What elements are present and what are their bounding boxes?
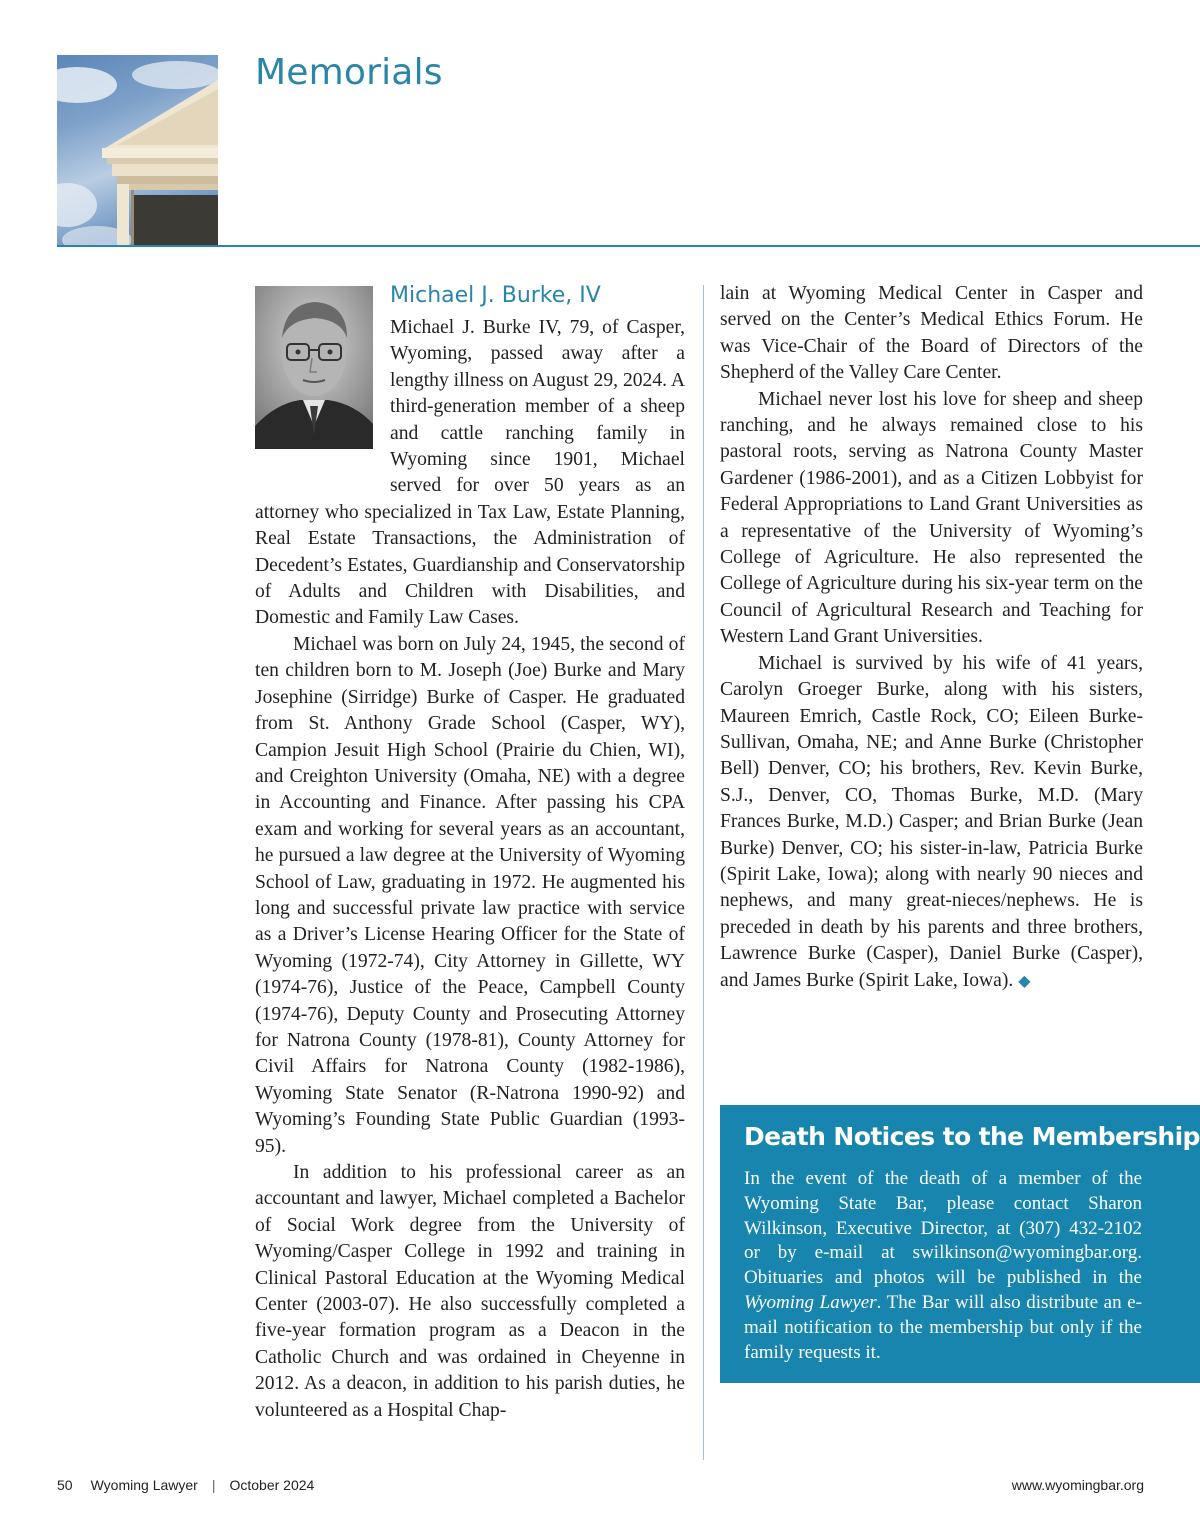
memorial-paragraph: Michael was born on July 24, 1945, the second of ten children born to M. Joseph (Joe) Burke and Mary Josephine (Sirridge) Burke of Casper. He graduated from St. Anthony Grade School (Casper, WY), Campion Jesuit High School (Prairie du Chien, WI), and Creighton University (Omaha, NE) with a degree in Accounting and Finance. After passing his CPA exam and working for several years as an accountant, he pursued a law degree at the University of Wyoming School of Law, graduating in 1972. He augmented his long and successful private law practice with service as a Driver’s License Hearing Officer for the State of Wyoming (1972-74), City Attorney in Gillette, WY (1974-76), Justice of the Peace, Campbell County (1974-76), Deputy County and Prosecuting Attorney for Natrona County (1978-81), County Attorney for Civil Affairs for Natrona County (1982-1986), Wyoming State Senator (R-Natrona 1990-92) and Wyoming’s Founding State Public Guardian (1993-95). (255, 633, 685, 1157)
footer-issue: October 2024 (229, 1477, 315, 1493)
footer-left (57, 1477, 314, 1493)
header-banner-image (57, 55, 218, 247)
notice-body (744, 1167, 1142, 1365)
memorial-name: Michael J. Burke, IV (390, 283, 601, 308)
memorial-left-column (255, 281, 685, 1424)
notice-publication-name: Wyoming Lawyer (744, 1291, 877, 1313)
footer-website: www.wyomingbar.org (1011, 1477, 1144, 1493)
page-number: 50 (57, 1477, 73, 1493)
header-rule (57, 245, 1200, 247)
memorial-paragraph: Michael J. Burke IV, 79, of Casper, Wyoming, passed away after a lengthy illness on August 29, 2024. A third-generation member of a sheep and cattle ranching family in Wyoming since 1901, Michael served for over 50 years as an attorney who specialized in Tax Law, Estate Planning, Real Estate Transactions, the Administration of Decedent’s Estates, Guardianship and Conservatorship of Adults and Children with Disabilities, and Domestic and Family Law Cases. (255, 317, 686, 629)
footer-separator: | (211, 1477, 216, 1493)
memorial-paragraph: Michael never lost his love for sheep and sheep ranching, and he always remained close to his pastoral roots, serving as Natrona County Master Gardener (1986-2001), and as a Citizen Lobbyist for Federal Appropriations to Land Grant Universities as a representative of the University of Wyoming’s College of Agriculture. He also represented the College of Agriculture during his six-year term on the Council of Agricultural Research and Teaching for Western Land Grant Universities. (720, 388, 1143, 648)
memorial-paragraph (720, 651, 1143, 995)
notice-text: . The Bar will also distribute an e-mail notification to the membership but only if the family requests it. (744, 1291, 1142, 1363)
death-notices-box (720, 1105, 1200, 1383)
end-mark-icon: ◆ (1018, 972, 1031, 990)
footer-publication: Wyoming Lawyer (90, 1477, 198, 1493)
notice-title: Death Notices to the Membership (744, 1122, 1200, 1151)
memorial-paragraph: In addition to his professional career as an accountant and lawyer, Michael completed a Bachelor of Social Work degree from the University of Wyoming/Casper College in 1992 and training in Clinical Pastoral Education at the Wyoming Medical Center (2003-07). He also successfully completed a five-year formation program as a Deacon in the Catholic Church and was ordained in Cheyenne in 2012. As a deacon, in addition to his parish duties, he volunteered as a Hospital Chap- (255, 1162, 685, 1421)
building-pediment-icon (57, 55, 218, 247)
memorial-right-column (720, 281, 1143, 995)
notice-text: In the event of the death of a member of the Wyoming State Bar, please contact Sharon Wilkinson, Executive Director, at (307) 432-2102 or by e-mail at swilkinson@wyomingbar.org. Obituaries and photos will be published in the (744, 1168, 1142, 1289)
memorial-paragraph: lain at Wyoming Medical Center in Casper and served on the Center’s Medical Ethics Forum. He was Vice-Chair of the Board of Directors of the Shepherd of the Valley Care Center. (720, 283, 1143, 384)
column-divider (703, 285, 704, 1460)
section-title: Memorials (255, 52, 443, 93)
memorial-paragraph-text: Michael is survived by his wife of 41 years, Carolyn Groeger Burke, along with his sisters, Maureen Emrich, Castle Rock, CO; Eileen Burke-Sullivan, Omaha, NE; and Anne Burke (Christopher Bell) Denver, CO; his brothers, Rev. Kevin Burke, S.J., Denver, CO, Thomas Burke, M.D. (Mary Frances Burke, M.D.) Casper; and Brian Burke (Jean Burke) Denver, CO; his sister-in-law, Patricia Burke (Spirit Lake, Iowa); along with nearly 90 nieces and nephews, and many great-nieces/nephews. He is preceded in death by his parents and three brothers, Lawrence Burke (Casper), Daniel Burke (Casper), and James Burke (Spirit Lake, Iowa). (720, 652, 1143, 991)
